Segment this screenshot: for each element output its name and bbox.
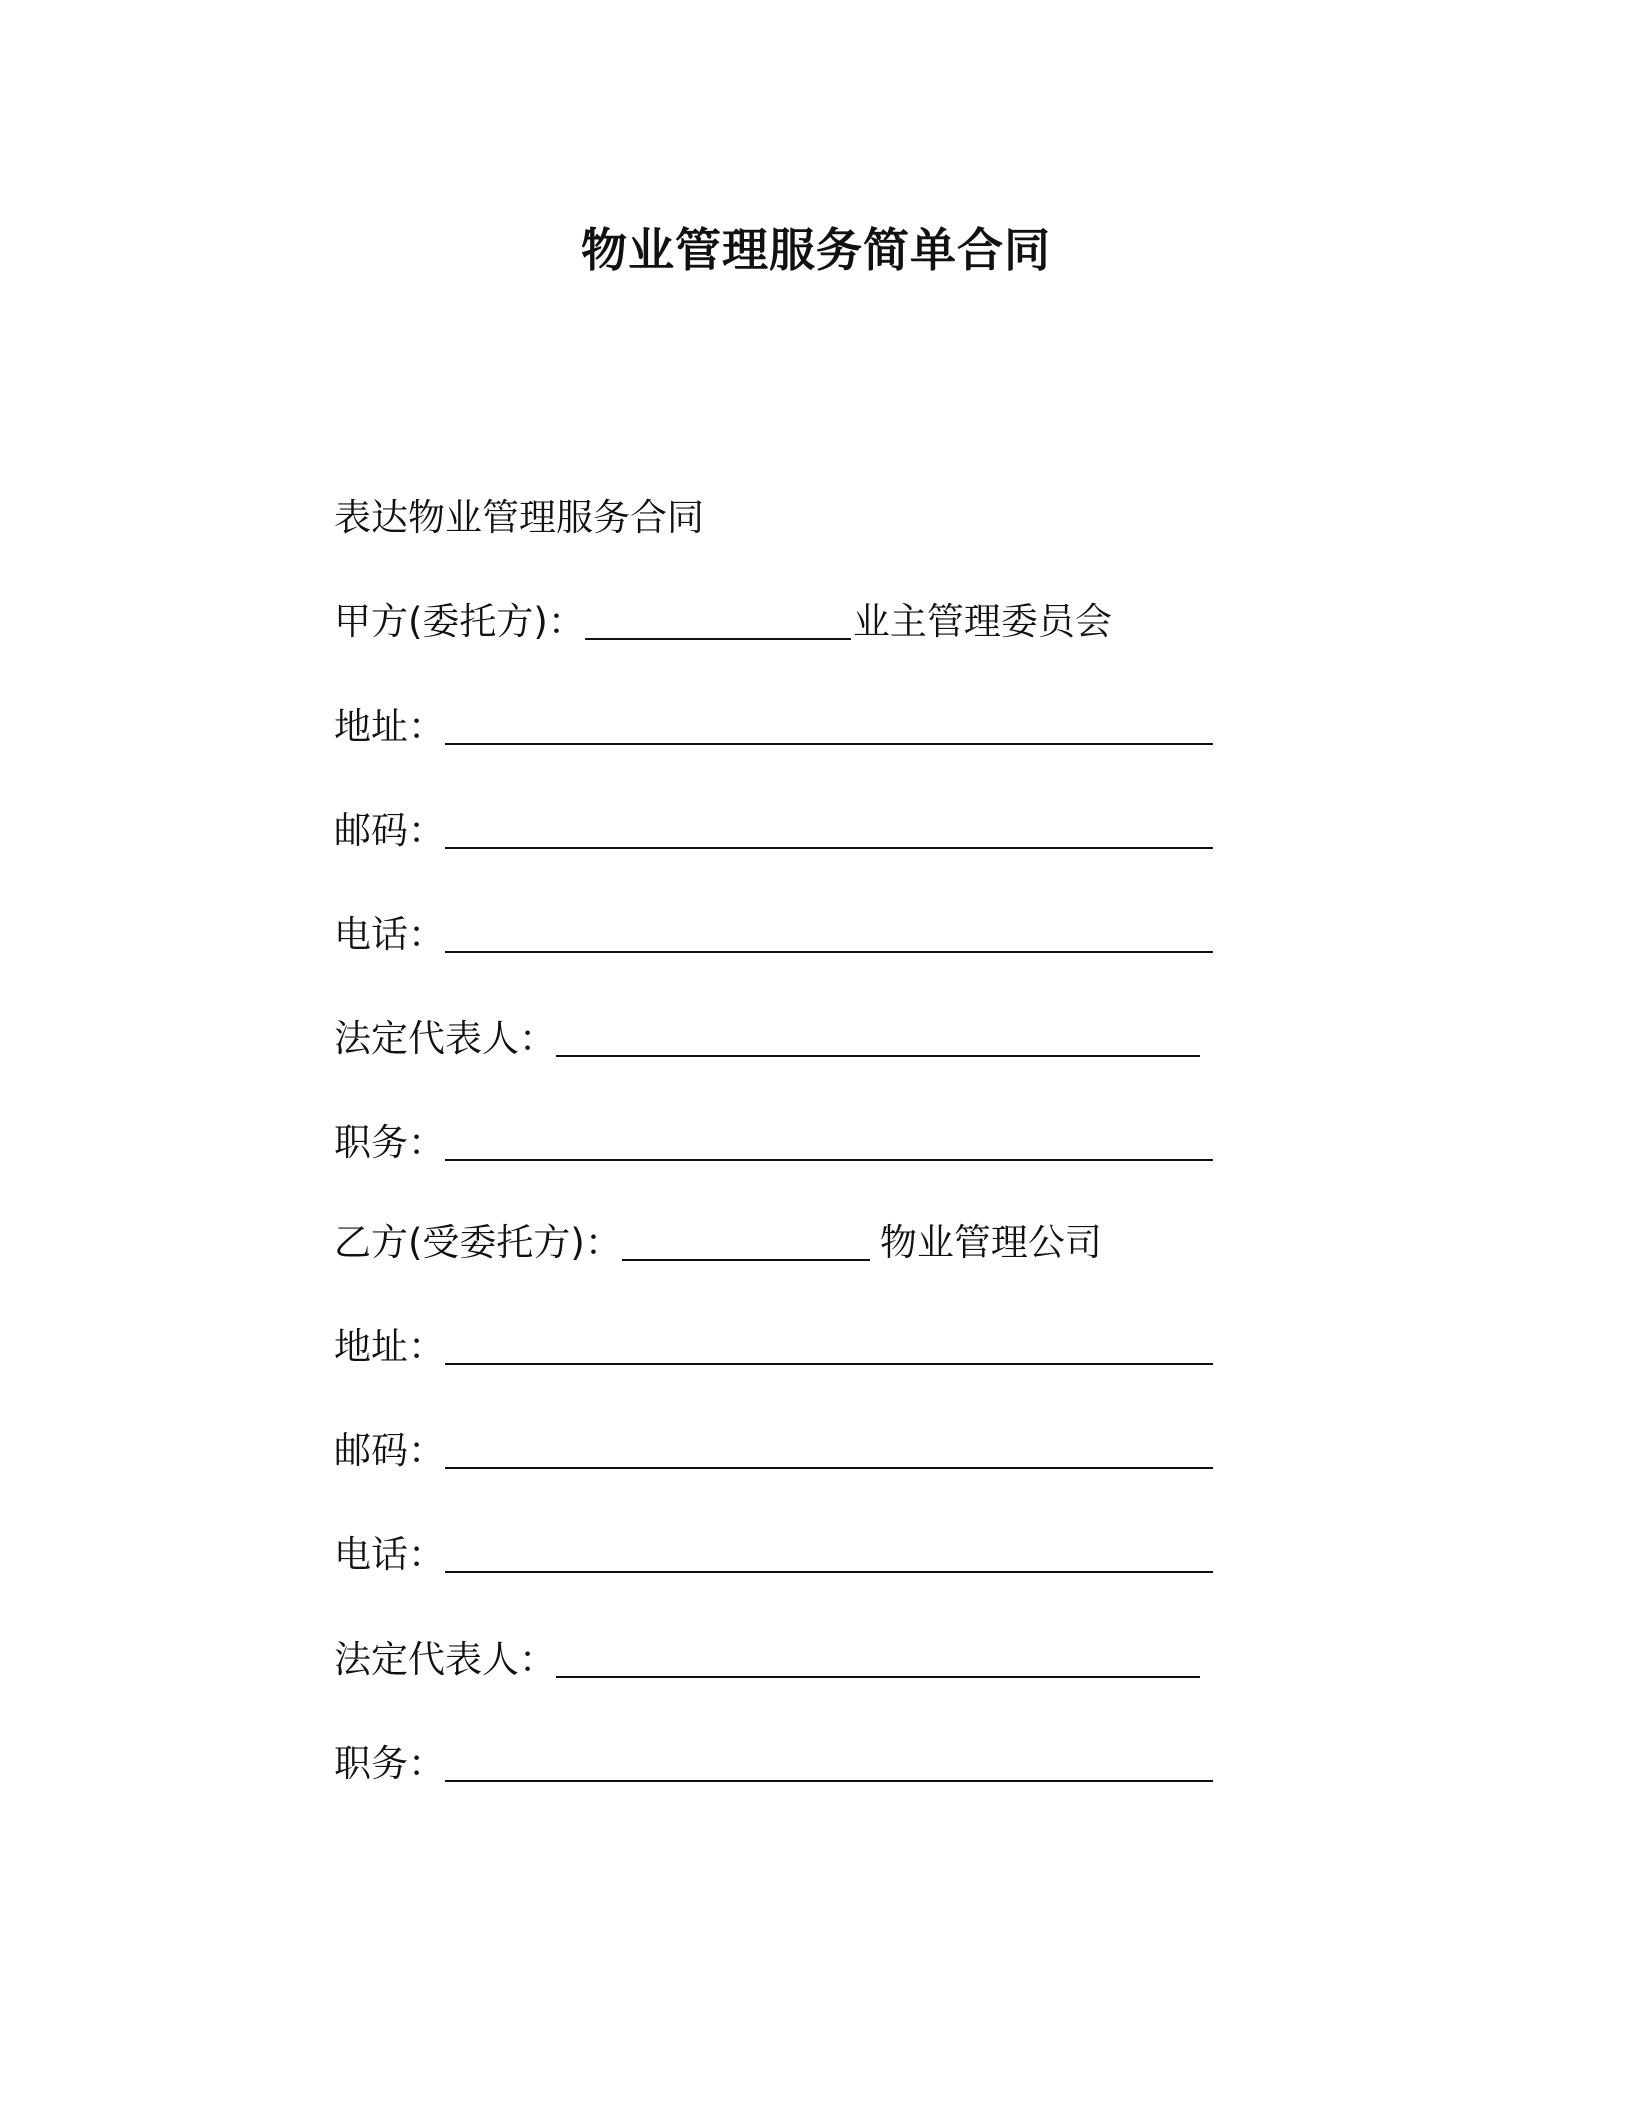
party-b-phone-line <box>334 1531 1213 1579</box>
party-b-address-blank[interactable] <box>445 1329 1213 1365</box>
party-b-position-blank[interactable] <box>445 1746 1213 1782</box>
party-b-phone-blank[interactable] <box>445 1537 1213 1573</box>
party-a-position-line <box>334 1119 1213 1167</box>
party-a-postcode-blank[interactable] <box>445 813 1213 849</box>
party-a-postcode-line <box>334 807 1213 855</box>
party-a-postcode-label: 邮码： <box>334 809 445 852</box>
party-a-phone-label: 电话： <box>334 913 445 956</box>
party-a-name-blank[interactable] <box>585 604 851 640</box>
party-a-suffix: 业主管理委员会 <box>852 600 1112 643</box>
party-a-phone-line <box>334 911 1213 959</box>
party-b-position-label: 职务： <box>334 1742 445 1785</box>
party-b-postcode-line <box>334 1427 1213 1475</box>
intro-text: 表达物业管理服务合同 <box>334 496 704 539</box>
party-b-postcode-blank[interactable] <box>445 1433 1213 1469</box>
party-a-label: 甲方(委托方)： <box>334 600 585 643</box>
party-b-legal-rep-line <box>334 1636 1200 1684</box>
party-b-suffix: 物业管理公司 <box>879 1221 1102 1264</box>
party-b-name-blank[interactable] <box>622 1225 870 1261</box>
party-b-legal-rep-label: 法定代表人： <box>334 1638 556 1681</box>
party-a-position-label: 职务： <box>334 1121 445 1164</box>
party-b-legal-rep-blank[interactable] <box>556 1642 1200 1678</box>
party-b-address-label: 地址： <box>334 1325 445 1368</box>
party-a-address-line <box>334 703 1213 751</box>
party-b-position-line <box>334 1740 1213 1788</box>
party-a-heading <box>334 598 1112 646</box>
party-a-legal-rep-blank[interactable] <box>556 1021 1200 1057</box>
intro-line <box>334 494 704 542</box>
party-a-address-label: 地址： <box>334 705 445 748</box>
party-b-heading <box>334 1219 1102 1267</box>
party-a-phone-blank[interactable] <box>445 917 1213 953</box>
party-a-address-blank[interactable] <box>445 709 1213 745</box>
party-b-label: 乙方(受委托方)： <box>334 1221 622 1264</box>
party-a-legal-rep-line <box>334 1015 1200 1063</box>
document-title: 物业管理服务简单合同 <box>581 223 1051 277</box>
party-b-address-line <box>334 1323 1213 1371</box>
party-b-postcode-label: 邮码： <box>334 1429 445 1472</box>
party-b-phone-label: 电话： <box>334 1533 445 1576</box>
party-a-position-blank[interactable] <box>445 1125 1213 1161</box>
party-a-legal-rep-label: 法定代表人： <box>334 1017 556 1060</box>
